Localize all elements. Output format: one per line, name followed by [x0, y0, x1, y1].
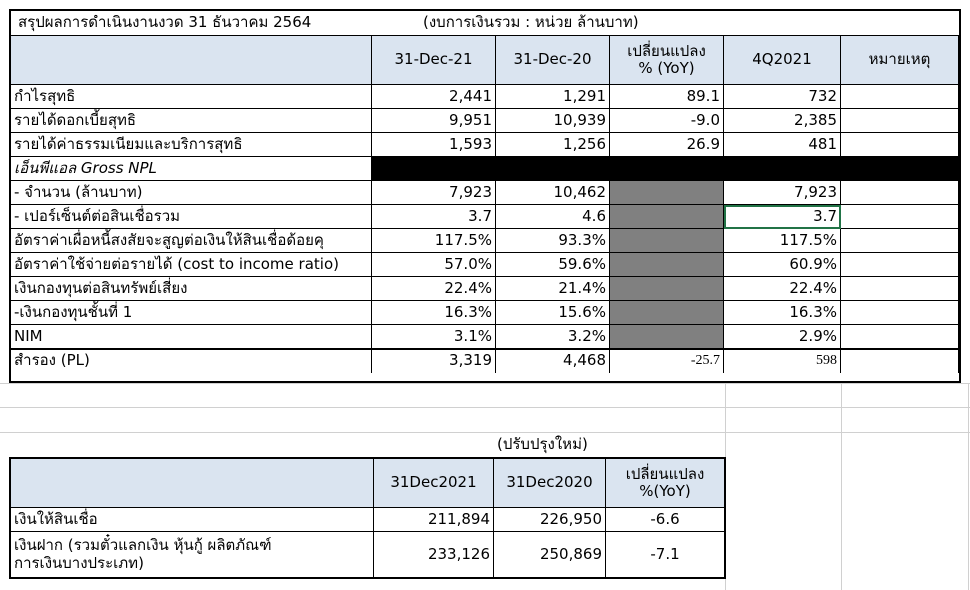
- summary-row-1-note[interactable]: [841, 109, 959, 133]
- summary-row-6-v2[interactable]: 93.3%: [496, 229, 610, 253]
- summary-row-5-v2[interactable]: 4.6: [496, 205, 610, 229]
- summary-row-0-v3[interactable]: 89.1: [610, 85, 724, 109]
- summary-row-11-v4[interactable]: 598: [724, 349, 841, 373]
- summary-row-0-label[interactable]: กำไรสุทธิ: [11, 85, 372, 109]
- summary-row-3-v1[interactable]: [372, 157, 496, 181]
- t2-header-yoy-change[interactable]: [606, 459, 724, 508]
- summary-row-1-v2[interactable]: 10,939: [496, 109, 610, 133]
- summary-row-7-v2[interactable]: 59.6%: [496, 253, 610, 277]
- summary-row-7-v1[interactable]: 57.0%: [372, 253, 496, 277]
- t2-row-loans-v1[interactable]: 211,894: [374, 508, 494, 532]
- t2-row-deposits-v3[interactable]: -7.1: [650, 544, 680, 563]
- summary-row-7-v3[interactable]: [610, 253, 724, 277]
- summary-row-10-v2[interactable]: 3.2%: [496, 325, 610, 349]
- summary-row-9-v4[interactable]: 16.3%: [724, 301, 841, 325]
- summary-row-8-v4[interactable]: 22.4%: [724, 277, 841, 301]
- t2-header-yoy-line1: เปลี่ยนแปลง: [625, 464, 705, 483]
- summary-row-6-note[interactable]: [841, 229, 959, 253]
- summary-row-3-v4[interactable]: [724, 157, 841, 181]
- summary-row-1-v1[interactable]: 9,951: [372, 109, 496, 133]
- summary-row-10-v1[interactable]: 3.1%: [372, 325, 496, 349]
- summary-row-9-note[interactable]: [841, 301, 959, 325]
- t2-header-31dec2020[interactable]: 31Dec2020: [494, 459, 606, 508]
- summary-row-2-v3[interactable]: 26.9: [610, 133, 724, 157]
- header-yoy-line1: เปลี่ยนแปลง: [627, 41, 706, 60]
- summary-row-8-v2[interactable]: 21.4%: [496, 277, 610, 301]
- summary-row-6-label[interactable]: อัตราค่าเผื่อหนี้สงสัยจะสูญต่อเงินให้สินเชื่อด้อยคุ: [11, 229, 372, 253]
- summary-row-0-v1[interactable]: 2,441: [372, 85, 496, 109]
- t2-row-deposits-label-line1: เงินฝาก (รวมตั๋วแลกเงิน หุ้นกู้ ผลิตภัณฑ์: [14, 536, 272, 555]
- summary-row-11-v2[interactable]: 4,468: [496, 349, 610, 373]
- t2-row-loans-label[interactable]: เงินให้สินเชื่อ: [11, 508, 374, 532]
- summary-row-9-v3[interactable]: [610, 301, 724, 325]
- summary-row-5-note[interactable]: [841, 205, 959, 229]
- summary-row-3-v3[interactable]: [610, 157, 724, 181]
- summary-row-6-v1[interactable]: 117.5%: [372, 229, 496, 253]
- header-31-dec-21[interactable]: 31-Dec-21: [372, 36, 496, 85]
- summary-row-11-v3[interactable]: -25.7: [610, 349, 724, 373]
- summary-row-3-v2[interactable]: [496, 157, 610, 181]
- t2-row-deposits-v1[interactable]: 233,126: [374, 532, 494, 577]
- summary-row-10-v4[interactable]: 2.9%: [724, 325, 841, 349]
- summary-row-10-note[interactable]: [841, 325, 959, 349]
- t2-row-loans-v3[interactable]: -6.6: [606, 508, 724, 532]
- summary-row-11-label[interactable]: สำรอง (PL): [11, 349, 372, 373]
- summary-row-4-v2[interactable]: 10,462: [496, 181, 610, 205]
- summary-row-7-note[interactable]: [841, 253, 959, 277]
- summary-row-0-v4[interactable]: 732: [724, 85, 841, 109]
- t2-header-31dec2021[interactable]: 31Dec2021: [374, 459, 494, 508]
- summary-row-4-v3[interactable]: [610, 181, 724, 205]
- summary-row-7-label[interactable]: อัตราค่าใช้จ่ายต่อรายได้ (cost to income ratio): [11, 253, 372, 277]
- summary-row-4-v1[interactable]: 7,923: [372, 181, 496, 205]
- summary-row-5-v4[interactable]: 3.7: [724, 205, 841, 229]
- unit-note[interactable]: (งบการเงินรวม : หน่วย ล้านบาท): [423, 13, 639, 32]
- table-title[interactable]: สรุปผลการดำเนินงานงวด 31 ธันวาคม 2564: [18, 13, 312, 32]
- summary-row-6-v4[interactable]: 117.5%: [724, 229, 841, 253]
- header-yoy-change[interactable]: [610, 36, 724, 85]
- summary-row-4-v4[interactable]: 7,923: [724, 181, 841, 205]
- summary-row-2-v4[interactable]: 481: [724, 133, 841, 157]
- summary-last-row-separator: [11, 348, 959, 350]
- summary-row-11-note[interactable]: [841, 349, 959, 373]
- summary-row-4-note[interactable]: [841, 181, 959, 205]
- header-yoy-line2: % (YoY): [638, 59, 695, 77]
- summary-row-8-note[interactable]: [841, 277, 959, 301]
- header-label-cell[interactable]: [11, 36, 372, 85]
- summary-row-5-label[interactable]: - เปอร์เซ็นต์ต่อสินเชื่อรวม: [11, 205, 372, 229]
- t2-row-deposits-label[interactable]: [11, 532, 374, 577]
- summary-row-5-v1[interactable]: 3.7: [372, 205, 496, 229]
- summary-row-1-label[interactable]: รายได้ดอกเบี้ยสุทธิ: [11, 109, 372, 133]
- summary-row-11-v1[interactable]: 3,319: [372, 349, 496, 373]
- summary-row-2-label[interactable]: รายได้ค่าธรรมเนียมและบริการสุทธิ: [11, 133, 372, 157]
- restated-note[interactable]: (ปรับปรุงใหม่): [497, 435, 588, 454]
- t2-row-loans-v2[interactable]: 226,950: [494, 508, 606, 532]
- summary-row-8-v1[interactable]: 22.4%: [372, 277, 496, 301]
- summary-row-9-label[interactable]: -เงินกองทุนชั้นที่ 1: [11, 301, 372, 325]
- summary-row-6-v3[interactable]: [610, 229, 724, 253]
- summary-row-4-label[interactable]: - จำนวน (ล้านบาท): [11, 181, 372, 205]
- summary-row-10-v3[interactable]: [610, 325, 724, 349]
- summary-row-8-label[interactable]: เงินกองทุนต่อสินทรัพย์เสี่ยง: [11, 277, 372, 301]
- t2-header-label-cell[interactable]: [11, 459, 374, 508]
- summary-row-9-v1[interactable]: 16.3%: [372, 301, 496, 325]
- summary-row-10-label[interactable]: NIM: [11, 325, 372, 349]
- summary-row-3-note[interactable]: [841, 157, 959, 181]
- header-4q2021[interactable]: 4Q2021: [724, 36, 841, 85]
- header-31-dec-20[interactable]: 31-Dec-20: [496, 36, 610, 85]
- t2-header-yoy-line2: %(YoY): [639, 482, 691, 500]
- header-remarks[interactable]: หมายเหตุ: [841, 36, 959, 85]
- summary-row-1-v3[interactable]: -9.0: [610, 109, 724, 133]
- t2-row-deposits-v2[interactable]: 250,869: [494, 532, 606, 577]
- summary-row-5-v3[interactable]: [610, 205, 724, 229]
- t2-row-deposits-label-line2: การเงินบางประเภท): [14, 553, 144, 572]
- summary-row-2-note[interactable]: [841, 133, 959, 157]
- summary-row-9-v2[interactable]: 15.6%: [496, 301, 610, 325]
- summary-row-0-note[interactable]: [841, 85, 959, 109]
- summary-row-1-v4[interactable]: 2,385: [724, 109, 841, 133]
- summary-row-2-v1[interactable]: 1,593: [372, 133, 496, 157]
- summary-row-3-label[interactable]: เอ็นพีแอล Gross NPL: [11, 157, 372, 181]
- summary-row-2-v2[interactable]: 1,256: [496, 133, 610, 157]
- summary-row-8-v3[interactable]: [610, 277, 724, 301]
- summary-row-0-v2[interactable]: 1,291: [496, 85, 610, 109]
- summary-row-7-v4[interactable]: 60.9%: [724, 253, 841, 277]
